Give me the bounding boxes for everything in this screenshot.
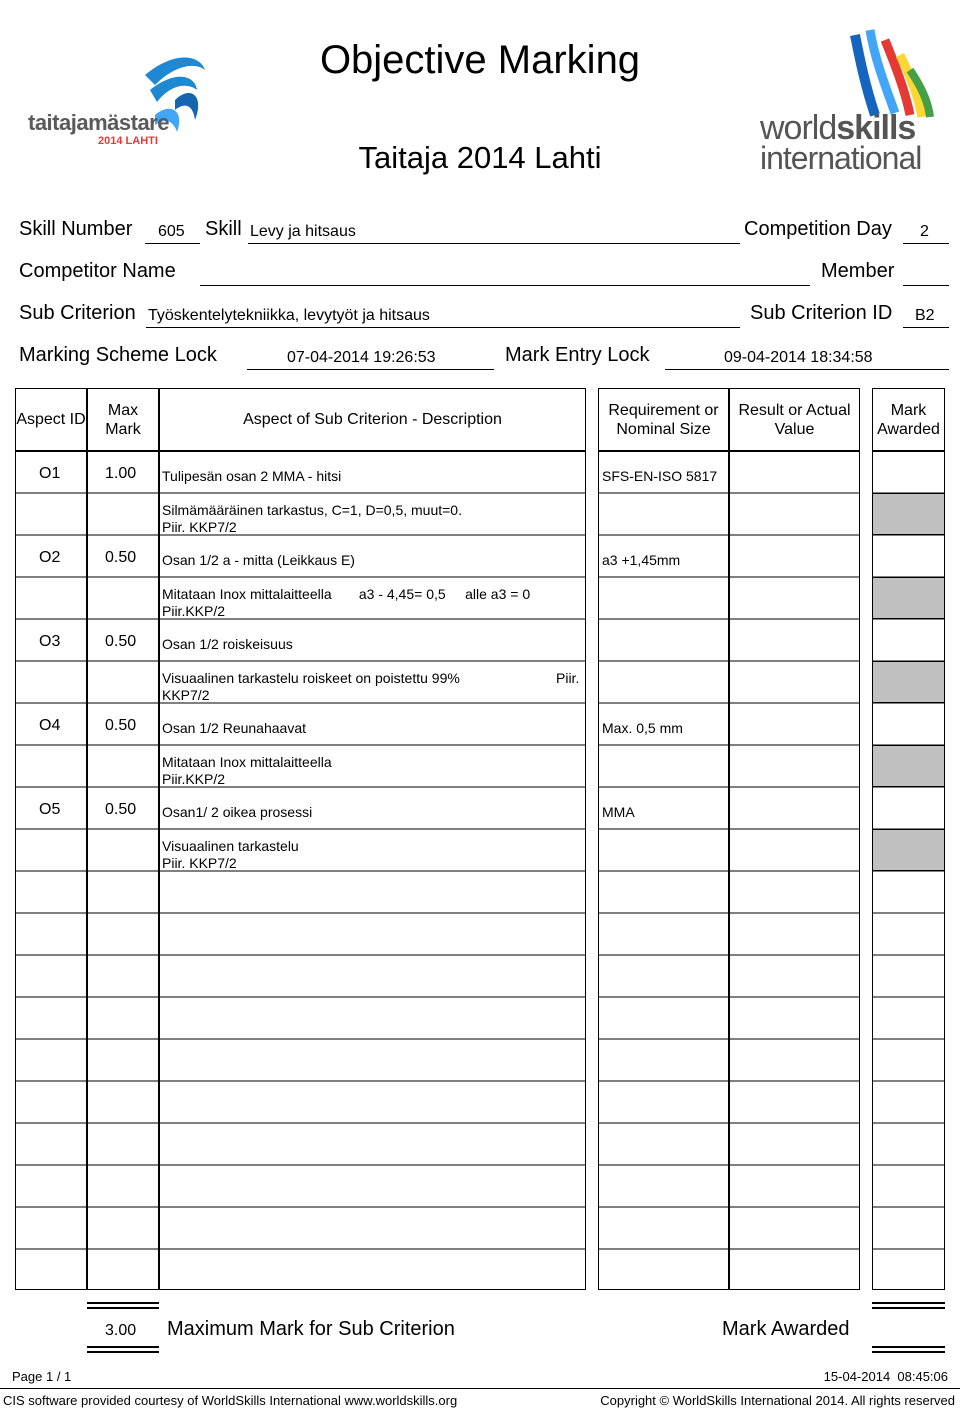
aspect-max-mark: 0.50 [105, 717, 137, 734]
page-subtitle: Taitaja 2014 Lahti [358, 140, 602, 175]
aspect-max-mark: 1.00 [105, 465, 137, 482]
competitor-name-field[interactable] [200, 285, 810, 286]
aspect-max-mark: 0.50 [105, 801, 137, 818]
mark-entry-lock-label: Mark Entry Lock [505, 344, 650, 366]
aspect-id: O5 [39, 801, 61, 818]
worldskills-logo [760, 25, 950, 185]
aspect-description: Osan 1/2 Reunahaavat [162, 720, 306, 736]
footer-credit: CIS software provided courtesy of WorldSkills International www.worldskills.org [3, 1393, 458, 1408]
skill-label: Skill [205, 218, 242, 240]
sub-criterion-label: Sub Criterion [19, 302, 136, 324]
aspect-description: Osan 1/2 a - mitta (Leikkaus E) [162, 552, 355, 568]
worldskills-ribbons-icon [760, 25, 950, 120]
header-aspect-id: Aspect ID [15, 388, 87, 451]
mark-awarded-O5[interactable] [872, 829, 945, 871]
sub-criterion-id-label: Sub Criterion ID [750, 302, 893, 324]
taitaja-logo [25, 40, 225, 160]
skill-number-underline [145, 243, 200, 244]
max-mark-label: Maximum Mark for Sub Criterion [167, 1318, 455, 1340]
footer-copyright: Copyright © WorldSkills International 2014. All rights reserved [600, 1393, 955, 1408]
aspect-detail-ref: Piir. KKP7/2 [162, 519, 237, 535]
aspect-detail-ref: Piir.KKP/2 [162, 603, 226, 619]
footer-divider [0, 1388, 960, 1389]
aspect-detail: Mitataan Inox mittalaitteella a3 - 4,45= 0,5 alle a3 = 0 [162, 586, 531, 602]
header-max-mark: Max Mark [87, 388, 159, 451]
competition-day-value: 2 [920, 223, 929, 240]
marking-scheme-lock-value: 07-04-2014 19:26:53 [287, 349, 436, 366]
mark-awarded-O3[interactable] [872, 661, 945, 703]
sub-criterion-id-value: B2 [915, 307, 935, 324]
header-requirement: Requirement or Nominal Size [598, 388, 729, 451]
awarded-total-rule-bottom [872, 1346, 945, 1353]
aspect-requirement: a3 +1,45mm [602, 552, 681, 568]
row-grid [15, 451, 945, 1290]
mark-entry-lock-underline [665, 369, 949, 370]
mark-awarded-O4[interactable] [872, 745, 945, 787]
marking-scheme-lock-underline [247, 369, 494, 370]
header-description: Aspect of Sub Criterion - Description [159, 388, 586, 451]
skill-number-value: 605 [158, 223, 185, 240]
aspect-description: Osan 1/2 roiskeisuus [162, 636, 293, 652]
aspect-requirement: MMA [602, 804, 635, 820]
aspect-requirement: Max. 0,5 mm [602, 720, 683, 736]
max-total-rule-top [87, 1302, 159, 1309]
max-total-rule-bottom [87, 1346, 159, 1353]
print-timestamp: 15-04-2014 08:45:06 [823, 1369, 948, 1384]
worldskills-logo-skills: skills [836, 109, 916, 147]
header-mark-awarded: Mark Awarded [872, 388, 945, 451]
aspect-id: O3 [39, 633, 61, 650]
sub-criterion-underline [146, 327, 740, 328]
page-title: Objective Marking [319, 38, 641, 82]
max-mark-total: 3.00 [105, 1322, 137, 1339]
marking-scheme-lock-label: Marking Scheme Lock [19, 344, 217, 366]
aspect-description: Osan1/ 2 oikea prosessi [162, 804, 313, 820]
row-grid-lines [15, 451, 945, 1290]
taitaja-logo-text: taitajamästare [28, 110, 169, 135]
skill-underline [248, 243, 740, 244]
competition-day-label: Competition Day [744, 218, 892, 240]
awarded-total-rule-top [872, 1302, 945, 1309]
page-number: Page 1 / 1 [12, 1369, 72, 1384]
aspect-detail: Silmämääräinen tarkastus, C=1, D=0,5, muut=0. [162, 502, 462, 518]
aspect-detail-ref: KKP7/2 [162, 687, 210, 703]
aspect-detail: Visuaalinen tarkastelu roiskeet on poistettu 99% [162, 670, 460, 686]
member-field[interactable] [903, 285, 949, 286]
worldskills-logo-world: world [760, 109, 837, 147]
mark-entry-lock-value: 09-04-2014 18:34:58 [724, 349, 873, 366]
aspect-description: Tulipesän osan 2 MMA - hitsi [162, 468, 342, 484]
aspect-id: O4 [39, 717, 61, 734]
aspect-id: O1 [39, 465, 61, 482]
worldskills-logo-line2: international [760, 140, 922, 176]
member-label: Member [821, 260, 895, 282]
aspect-requirement: SFS-EN-ISO 5817 [602, 468, 718, 484]
mark-awarded-O1[interactable] [872, 493, 945, 535]
sub-criterion-value: Työskentelytekniikka, levytyöt ja hitsaus [148, 307, 430, 324]
mark-awarded-total-label: Mark Awarded [722, 1318, 850, 1340]
aspect-detail-mid: Piir. [556, 670, 580, 686]
competition-day-underline [903, 243, 949, 244]
skill-value: Levy ja hitsaus [250, 223, 356, 240]
aspect-max-mark: 0.50 [105, 633, 137, 650]
aspect-id: O2 [39, 549, 61, 566]
aspect-detail: Visuaalinen tarkastelu [162, 838, 299, 854]
aspect-detail-ref: Piir.KKP/2 [162, 771, 226, 787]
header-result: Result or Actual Value [729, 388, 860, 451]
skill-number-label: Skill Number [19, 218, 133, 240]
aspect-detail-ref: Piir. KKP7/2 [162, 855, 237, 871]
competitor-name-label: Competitor Name [19, 260, 176, 282]
aspect-detail: Mitataan Inox mittalaitteella [162, 754, 332, 770]
sub-criterion-id-underline [903, 327, 949, 328]
taitaja-logo-year: 2014 LAHTI [98, 135, 158, 147]
mark-awarded-O2[interactable] [872, 577, 945, 619]
aspect-max-mark: 0.50 [105, 549, 137, 566]
